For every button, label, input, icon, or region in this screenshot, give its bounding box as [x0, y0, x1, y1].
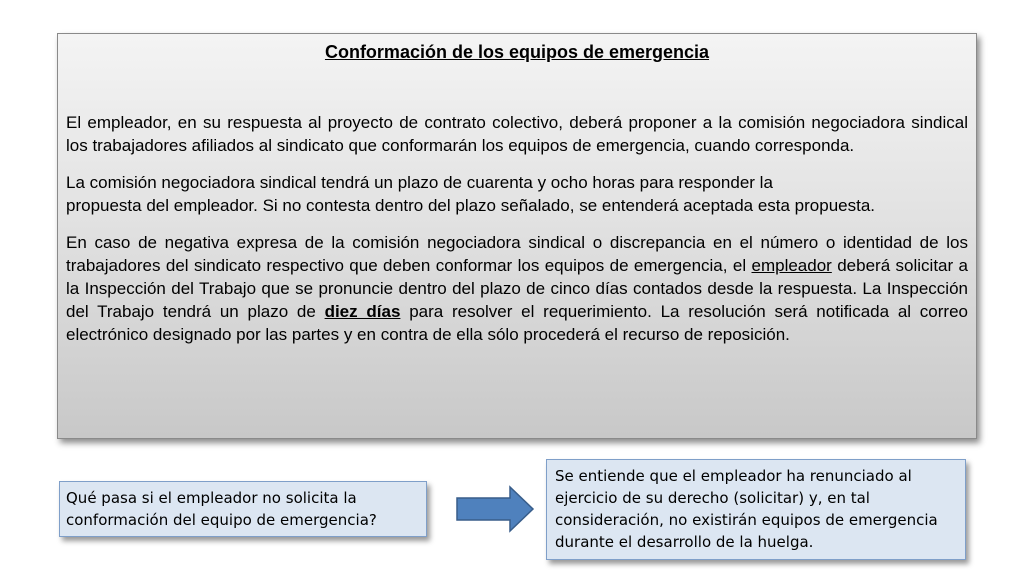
question-box — [59, 481, 427, 537]
diez-dias-emphasis: diez días — [324, 302, 401, 321]
question-text: Qué pasa si el empleador no solicita la conformación del equipo de emergencia? — [66, 489, 377, 529]
answer-box — [546, 459, 966, 560]
paragraph-2-rest: propuesta del empleador. Si no contesta dentro del plazo señalado, se entenderá aceptada esta propuesta. — [66, 196, 876, 215]
slide-title: Conformación de los equipos de emergencia — [324, 42, 710, 62]
right-arrow-shape — [457, 487, 533, 531]
empleador-underlined: empleador — [751, 256, 832, 275]
paragraph-3-part-3: para resolver el requerimiento. La resolución será notificada al correo electrónico designado por las partes y en contra de ella sólo procederá el recurso de reposición. — [66, 302, 968, 344]
paragraph-3-part-1: En caso de negativa expresa de la comisión negociadora sindical o discrepancia en el número o identidad de los trabajadores del sindicato respectivo que deben conformar los equipos de emergencia, el — [66, 233, 968, 275]
answer-text: Se entiende que el empleador ha renunciado al ejercicio de su derecho (solicitar) y, en tal consideración, no existirán equipos de emergencia durante el desarrollo de la huelga. — [555, 467, 938, 551]
paragraph-1: El empleador, en su respuesta al proyecto de contrato colectivo, deberá proponer a la comisión negociadora sindical los trabajadores afiliados al sindicato que conformarán los equipos de emergencia, cuando corresponda. — [66, 113, 968, 155]
paragraph-2-first-line: La comisión negociadora sindical tendrá un plazo de cuarenta y ocho horas para responder la — [66, 173, 773, 192]
paragraph-3-part-2: deberá solicitar a la Inspección del Trabajo que se pronuncie dentro del plazo de cinco días contados desde la respuesta. La Inspección del Trabajo tendrá un plazo de — [66, 256, 968, 321]
paragraph-3 — [66, 231, 968, 346]
main-content-box — [57, 33, 977, 439]
right-arrow-icon — [455, 485, 535, 533]
paragraph-2 — [66, 171, 968, 217]
